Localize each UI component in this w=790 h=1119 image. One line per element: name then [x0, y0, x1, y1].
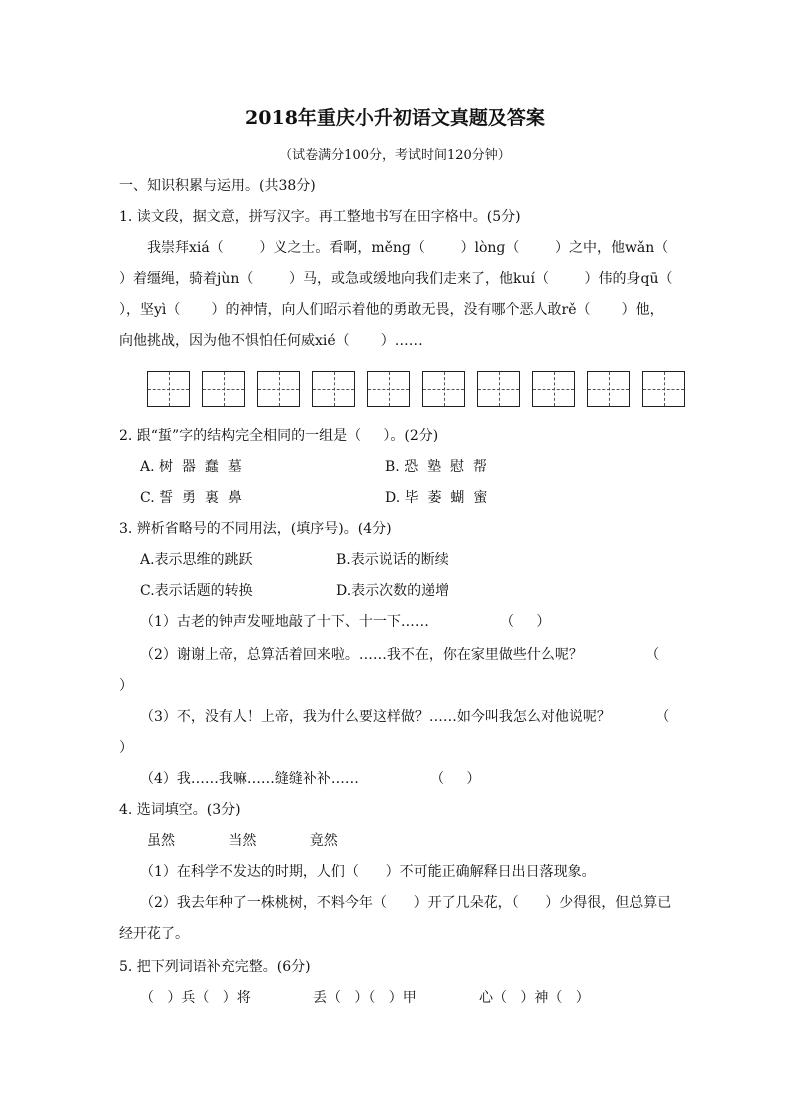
grid-guide-vertical [224, 372, 225, 406]
q4-item-2: （2）我去年种了一株桃树，不料今年（ ）开了几朵花，（ ）少得很，但总算已 [140, 895, 672, 911]
page-title: 2018年重庆小升初语文真题及答案 [245, 107, 545, 129]
q1-passage-line: 我崇拜xiá（ ）义之士。看啊，měnɡ（ ）lònɡ（ ）之中，他wǎn（ [147, 240, 669, 256]
grid-guide-vertical [169, 372, 170, 406]
q2-stem: 2. 跟“蜇”字的结构完全相同的一组是（ ）。(2分) [119, 428, 439, 444]
q3-item-3: （3）不，没有人！上帝，我为什么要这样做？……如今叫我怎么对他说呢？ （ [140, 709, 670, 725]
q1-passage-line: 向他挑战，因为他不惧怕任何威xié（ ）…… [119, 333, 423, 349]
q2-option-c: C. 誓 勇 裏 鼻 [140, 490, 242, 506]
page-subtitle: （试卷满分100分，考试时间120分钟） [279, 148, 511, 163]
tianzige-box[interactable] [312, 371, 355, 407]
q4-item-1: （1）在科学不发达的时期，人们（ ）不可能正确解释日出日落现象。 [140, 864, 596, 880]
tianzige-box[interactable] [147, 371, 190, 407]
q1-stem: 1. 读文段，据文意，拼写汉字。再工整地书写在田字格中。(5分) [119, 209, 521, 225]
tianzige-box[interactable] [477, 371, 520, 407]
q4-stem: 4. 选词填空。(3分) [119, 802, 241, 818]
tianzige-box[interactable] [422, 371, 465, 407]
grid-guide-vertical [334, 372, 335, 406]
q3-item-4: （4）我……我嘛……缝缝补补…… （ ） [140, 771, 481, 787]
q1-passage-line: ）着缰绳，骑着jùn（ ）马，或急或缓地向我们走来了，他kuí（ ）伟的身qū（ [119, 271, 673, 287]
section-heading: 一、知识积累与运用。(共38分) [119, 178, 316, 194]
grid-guide-vertical [664, 372, 665, 406]
q2-option-b: B. 恐 塾 慰 帮 [385, 459, 487, 475]
q5-stem: 5. 把下列词语补充完整。(6分) [119, 959, 311, 975]
grid-guide-vertical [609, 372, 610, 406]
tianzige-box[interactable] [642, 371, 685, 407]
q5-items: （ ）兵（ ）将 丢（ ）（ ）甲 心（ ）神（ ） [140, 990, 590, 1006]
tianzige-box[interactable] [532, 371, 575, 407]
q3-option-a: A.表示思维的跳跃 [140, 552, 253, 568]
q4-word-choices: 虽然 当然 竟然 [147, 833, 338, 849]
q3-item-2: （2）谢谢上帝，总算活着回来啦。……我不在，你在家里做些什么呢？ （ [140, 647, 660, 663]
q3-stem: 3. 辨析省略号的不同用法，(填序号)。(4分) [119, 521, 392, 537]
q3-option-c: C.表示话题的转换 [140, 583, 253, 599]
grid-guide-vertical [444, 372, 445, 406]
tianzige-grid [147, 371, 685, 407]
tianzige-box[interactable] [587, 371, 630, 407]
grid-guide-vertical [389, 372, 390, 406]
q3-option-b: B.表示说话的断续 [336, 552, 449, 568]
q3-option-d: D.表示次数的递增 [336, 583, 450, 599]
q2-option-a: A. 树 器 蠢 墓 [140, 459, 242, 475]
tianzige-box[interactable] [202, 371, 245, 407]
q4-item-2-cont: 经开花了。 [119, 926, 189, 942]
grid-guide-vertical [499, 372, 500, 406]
q3-item-2-cont: ） [119, 678, 133, 694]
grid-guide-vertical [279, 372, 280, 406]
q2-option-d: D. 毕 萎 蝴 蜜 [385, 490, 488, 506]
q3-item-3-cont: ） [119, 740, 133, 756]
tianzige-box[interactable] [367, 371, 410, 407]
tianzige-box[interactable] [257, 371, 300, 407]
q3-item-1: （1）古老的钟声发哑地敲了十下、十一下…… （ ） [140, 614, 551, 630]
grid-guide-vertical [554, 372, 555, 406]
q1-passage-line: ），坚yì（ ）的神情，向人们昭示着他的勇敢无畏，没有哪个恶人敢rě（ ）他， [119, 302, 664, 318]
